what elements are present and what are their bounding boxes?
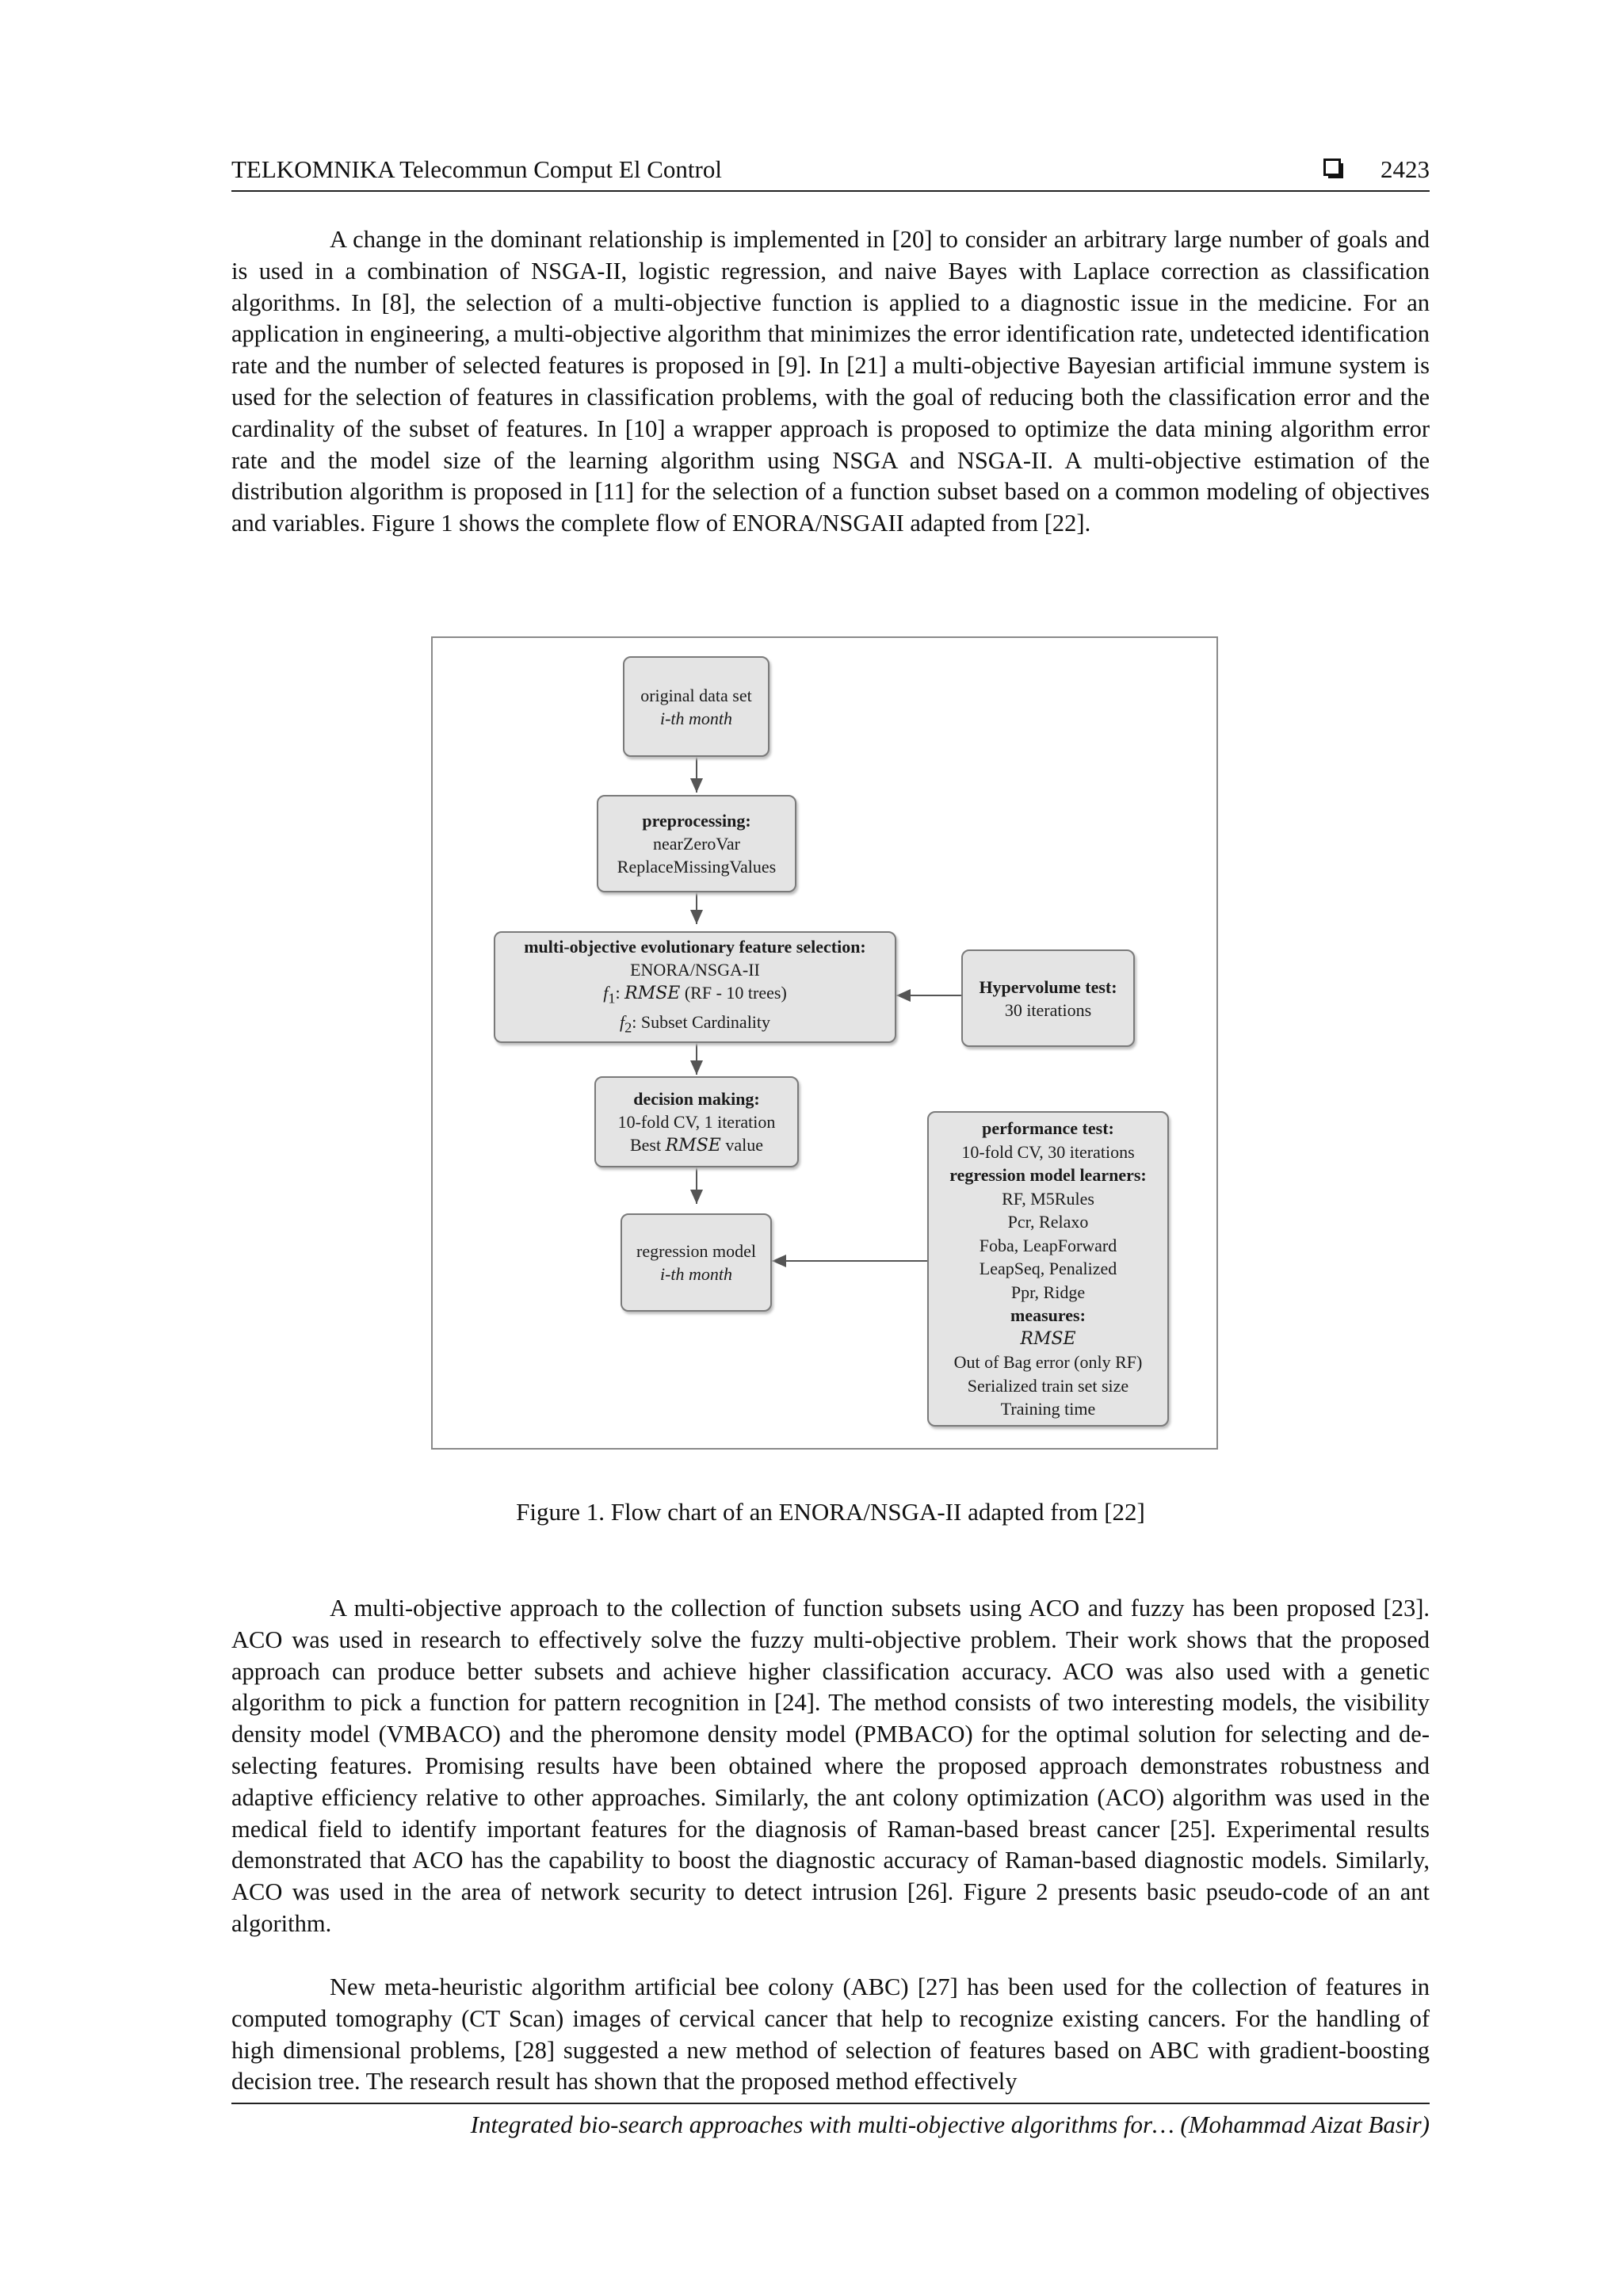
objective-f1: $f_1$: RMSE (RF - 10 trees) xyxy=(603,983,787,1007)
learner-item: LeapSeq, Penalized xyxy=(979,1259,1117,1279)
measure-item: Out of Bag error (only RF) xyxy=(953,1352,1143,1373)
learner-item: Pcr, Relaxo xyxy=(1007,1212,1089,1232)
learner-item: Ppr, Ridge xyxy=(1010,1282,1086,1302)
running-footer: Integrated bio-search approaches with multi-objective algorithms for… (Mohammad Aizat Basir) xyxy=(231,2103,1430,2139)
learner-item: Foba, LeapForward xyxy=(979,1235,1117,1255)
objective-f2: $f_2$: Subset Cardinality xyxy=(619,1011,771,1035)
node-preprocessing: preprocessing: nearZeroVar ReplaceMissingValues xyxy=(597,795,796,892)
learner-item: RF, M5Rules xyxy=(1002,1188,1094,1209)
paragraph-1: A change in the dominant relationship is implemented in [20] to consider an arbitrary large number of goals and is used in a combination of NSGA-II, logistic regression, and naive Bayes with Laplace correction as classification algorithms. In [8], the selection of a multi-objective function is applied to a diagnostic issue in the medicine. For an application in engineering, a multi-objective algorithm that minimizes the error identification rate, undetected identification rate and the number of selected features is proposed in [9]. In [21] a multi-objective Bayesian artificial immune system is used for the selection of features in classification problems, with the goal of reducing both the classification error and the cardinality of the subset of features. In [10] a wrapper approach is proposed to optimize the data mining algorithm error rate and the model size of the learning algorithm using NSGA and NSGA-II. A multi-objective estimation of the distribution algorithm is proposed in [11] for the selection of a function subset based on a common modeling of objectives and variables. Figure 1 shows the complete flow of ENORA/NSGAII adapted from [22]. xyxy=(231,226,1430,537)
measure-item: Training time xyxy=(1000,1399,1096,1419)
checkbox-square-icon xyxy=(1323,159,1341,176)
page-number: 2423 xyxy=(1381,155,1430,183)
paragraph-2: A multi-objective approach to the collection of function subsets using ACO and fuzzy has been proposed [23]. ACO was used in research to effectively solve the fuzzy multi-objective problem. Their work shows that the proposed approach can produce better subsets and achieve higher classification accuracy. ACO was also used with a genetic algorithm to pick a function for pattern recognition in [24]. The method consists of two interesting models, the visibility density model (VMBACO) and the pheromone density model (PMBACO) for the optimal solution for selecting and de-selecting features. Promising results have been obtained where the proposed approach demonstrates robustness and adaptive efficiency relative to other approaches. Similarly, the ant colony optimization (ACO) algorithm was used in the medical field to identify important features for the diagnosis of Raman-based breast cancer [25]. Experimental results demonstrated that ACO has the capability to boost the diagnostic accuracy of Raman-based diagnostic models. Similarly, ACO was used in the area of network security to detect intrusion [26]. Figure 2 presents basic pseudo-code of an ant algorithm. xyxy=(231,1595,1430,1937)
node-feature-selection: multi-objective evolutionary feature selection: ENORA/NSGA-II $f_1$: RMSE (RF - 10 trees) $f_2$: Subset Cardinality xyxy=(494,931,896,1043)
figure-caption: Figure 1. Flow chart of an ENORA/NSGA-II adapted from [22] xyxy=(516,1498,1145,1526)
paragraph-3: New meta-heuristic algorithm artificial bee colony (ABC) [27] has been used for the collection of features in computed tomography (CT Scan) images of cervical cancer that help to recognize existing cancers. For the handling of high dimensional problems, [28] suggested a new method of selection of features based on ABC with gradient-boosting decision tree. The research result has shown that the proposed method effectively xyxy=(231,1973,1430,2095)
journal-title: TELKOMNIKA Telecommun Comput El Control xyxy=(231,155,722,183)
figure-flowchart xyxy=(431,636,1218,1450)
measure-item: Serialized train set size xyxy=(967,1375,1129,1396)
running-header xyxy=(231,154,1430,192)
node-regression-model: regression model i-th month xyxy=(621,1213,772,1312)
node-performance-test: performance test: 10-fold CV, 30 iterations regression model learners: RF, M5Rules Pcr, Relaxo Foba, LeapForward LeapSeq, Penalized Ppr, Ridge measures: RMSE Out of Bag error (only RF) Serialized train set size Training time xyxy=(927,1111,1169,1427)
node-original-data-set: original data set i-th month xyxy=(623,656,769,757)
node-decision-making: decision making: 10-fold CV, 1 iteration Best RMSE value xyxy=(594,1076,799,1167)
node-hypervolume-test: Hypervolume test: 30 iterations xyxy=(961,949,1135,1047)
measure-item: RMSE xyxy=(1020,1328,1076,1349)
